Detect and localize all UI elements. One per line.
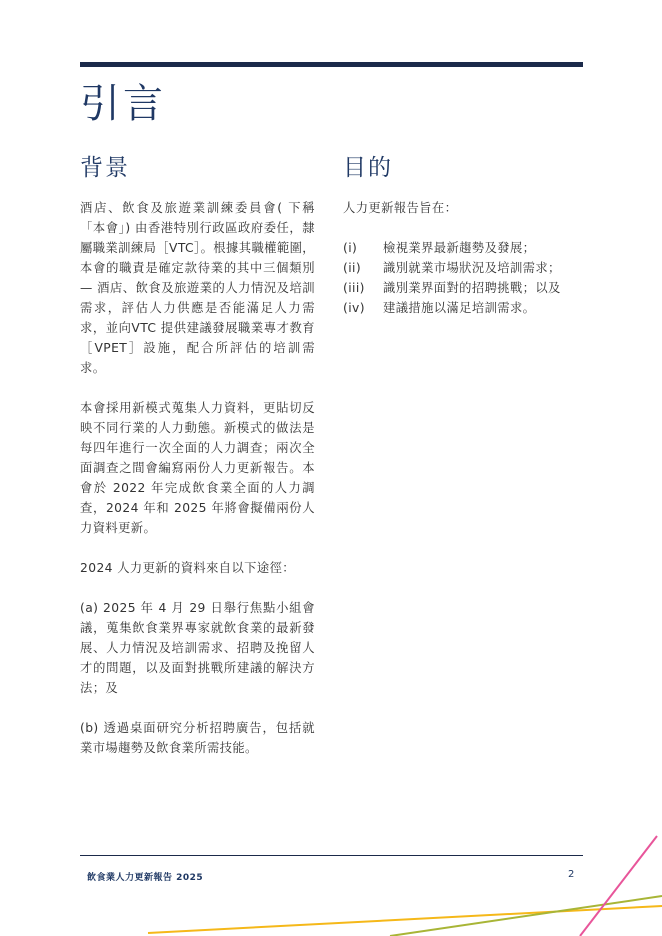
list-item-text: 建議措施以滿足培訓需求。 [383,301,536,315]
list-item-marker: (iv) [343,301,365,315]
list-item-text: 識別就業市場狀況及培訓需求； [383,261,561,275]
purpose-heading: 目的 [343,155,393,181]
background-paragraph-2: 本會採用新模式蒐集人力資料，更貼切反映不同行業的人力動態。新模式的做法是每四年進行一次全面的人力調查；兩次全面調查之間會編寫兩份人力更新報告。本會於 2022 年完成飲食業全面的人力調查，2024 年和 2025 年將會擬備兩份人力資料更新。 [80,401,315,535]
footer-report-title: 飲食業人力更新報告 2025 [87,873,204,883]
background-paragraph-3: 2024 人力更新的資料來自以下途徑： [80,561,295,575]
page-number: 2 [568,869,575,880]
background-paragraph-4: (a) 2025 年 4 月 29 日舉行焦點小組會議，蒐集飲食業界專家就飲食業的最新發展、人力情況及培訓需求、招聘及挽留人才的問題，以及面對挑戰所建議的解決方法；及 [80,601,315,695]
page-title: 引言 [80,81,166,127]
background-paragraph-1: 酒店、飲食及旅遊業訓練委員會( 下稱「本會」) 由香港特別行政區政府委任，隸屬職業訓練局［VTC］。根據其職權範圍，本會的職責是確定款待業的其中三個類別 — 酒店、飲食及旅遊業的人力情況及培訓需求，評估人力供應是否能滿足人力需求，並向VTC 提供建議發展職業專才教育［VPET］設施，配合所評估的培訓需求。 [80,201,315,375]
decorative-pink-line [580,836,657,936]
list-item-text: 識別業界面對的招聘挑戰；以及 [383,281,561,295]
background-heading: 背景 [80,155,130,181]
background-paragraph-5: (b) 透過桌面研究分析招聘廣告，包括就業市場趨勢及飲食業所需技能。 [80,721,315,755]
list-item-marker: (i) [343,241,358,255]
list-item-text: 檢視業界最新趨勢及發展； [383,241,536,255]
purpose-intro: 人力更新報告旨在： [343,201,458,215]
list-item-marker: (iii) [343,281,365,295]
list-item-marker: (ii) [343,261,362,275]
decorative-green-line [390,896,662,936]
